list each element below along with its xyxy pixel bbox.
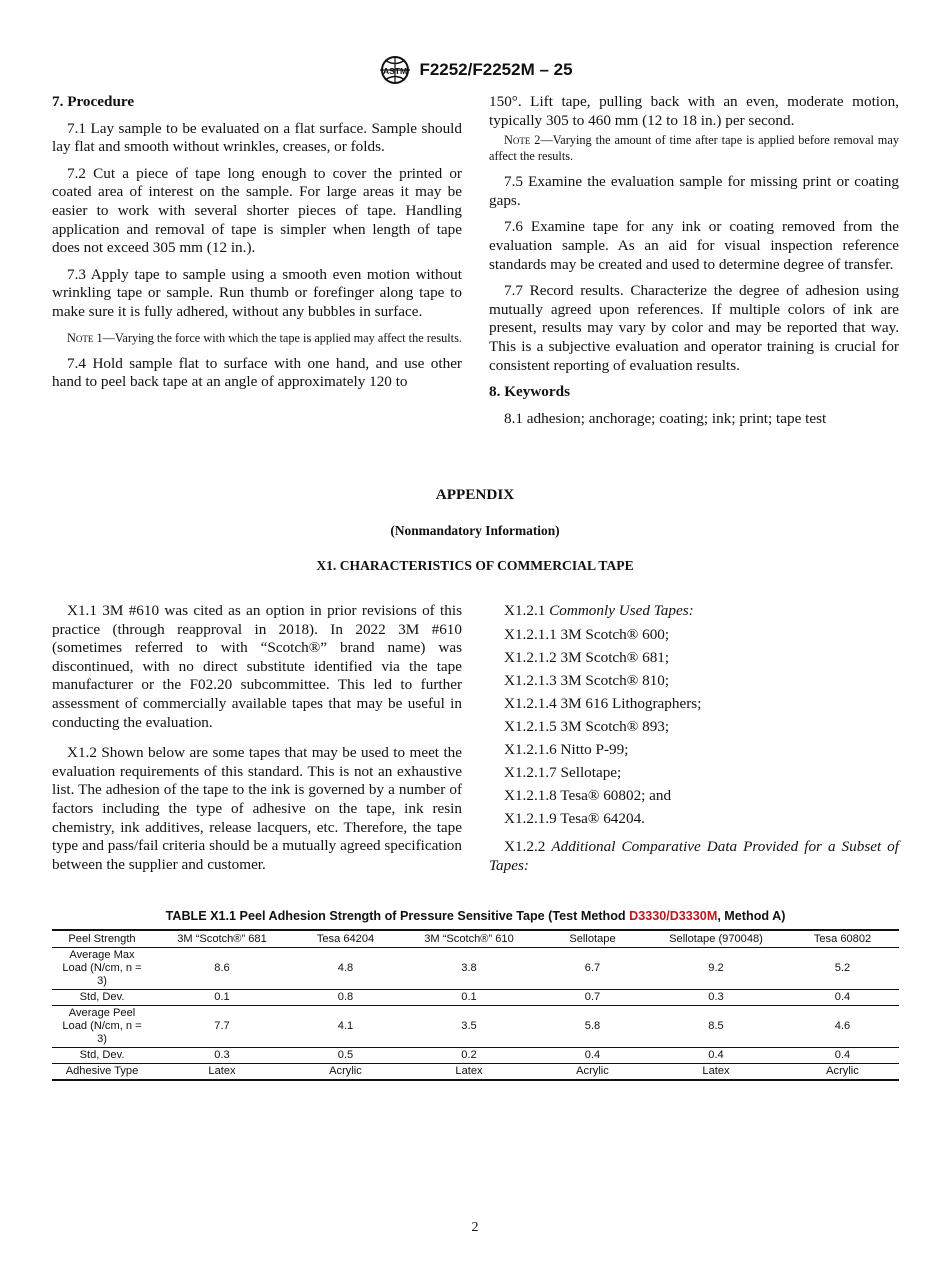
table-row (52, 990, 899, 1006)
table-cell: 8.6 (152, 948, 292, 990)
table-cell: 3.8 (399, 948, 539, 990)
table-cell: 0.3 (152, 1048, 292, 1064)
row-label: Adhesive Type (52, 1064, 152, 1081)
x1-left-column (52, 602, 462, 882)
note-2-label: Note 2 (504, 133, 541, 148)
list-item: X1.2.1.1 3M Scotch® 600; (504, 625, 670, 643)
x1-right-column (489, 602, 899, 883)
peel-adhesion-table (52, 929, 899, 1081)
note-2-text: —Varying the amount of time after tape is applied before removal may affect the results. (489, 133, 899, 164)
table-cell: 0.4 (786, 990, 899, 1006)
table-cell: 4.1 (292, 1006, 399, 1048)
table-cell: 5.8 (539, 1006, 646, 1048)
left-column (52, 93, 462, 400)
paragraph-7-3: 7.3 Apply tape to sample using a smooth even motion without wrinkling tape or sample. Run thumb or forefinger along tape to make sure it is fully adhered, without any bubbles in surface. (52, 265, 462, 320)
paragraph-x1-2: X1.2 Shown below are some tapes that may be used to meet the evaluation requirements of this standard. This is not an exhaustive list. The adhesion of the tape to the ink is governed by a number of factors including the type of adhesive on the tape, ink resin chemistry, ink additives, release lacquers, etc. Therefore, the tape type and pass/fail criteria should be a mutually agreed specification between the supplier and customer. (52, 744, 462, 873)
table-cell: Latex (646, 1064, 786, 1081)
table-cell: 4.8 (292, 948, 399, 990)
table-cell: 0.4 (786, 1048, 899, 1064)
list-item: X1.2.1.6 Nitto P-99; (504, 741, 629, 759)
paragraph-x1-1: X1.1 3M #610 was cited as an option in prior revisions of this practice (through reapproval in 2018). In 2022 3M #610 (sometimes referred to with “Scotch®” brand name) was discontinued, with no direct substitute identified via the tape manufacturer or the F02.20 subcommittee. This led to further assessment of commercially available tapes that may be useful in conducting the evaluation. (52, 602, 462, 731)
table-row (52, 1006, 899, 1048)
appendix-subtitle: (Nonmandatory Information) (390, 523, 560, 538)
section-8-heading: 8. Keywords (489, 383, 570, 401)
table-cell: 0.4 (646, 1048, 786, 1064)
x1-2-1-number: X1.2.1 (504, 602, 546, 619)
column-header: Sellotape (970048) (646, 930, 786, 948)
astm-logo-icon (377, 55, 413, 85)
table-cell: 0.2 (399, 1048, 539, 1064)
section-7-heading: 7. Procedure (52, 93, 135, 110)
astm-logo-text: ASTM (383, 66, 408, 76)
note-1 (52, 330, 462, 346)
paragraph-7-7: 7.7 Record results. Characterize the degree of adhesion using mutually agreed upon references. If multiple colors of ink are present, results may vary by color and may be reported that way. This is a subjective evaluation and operator training is crucial for consistent reporting of evaluation results. (489, 282, 899, 374)
table-cell: 0.8 (292, 990, 399, 1006)
paragraph-7-2: 7.2 Cut a piece of tape long enough to cover the printed or coated area of interest on the sample. For large areas it may be easier to work with several shorter pieces of tape. Handling application and removal of tape is simpler when length of tape does not exceed 305 mm (12 in.). (52, 164, 462, 257)
table-cell: 5.2 (786, 948, 899, 990)
table-caption-prefix: TABLE X1.1 Peel Adhesion Strength of Pressure Sensitive Tape (Test Method (165, 909, 630, 923)
table-cell: 4.6 (786, 1006, 899, 1048)
table-caption (52, 909, 899, 923)
page-header (0, 55, 950, 85)
paragraph-7-4: 7.4 Hold sample flat to surface with one hand, and use other hand to peel back tape at an angle of approximately 120 to (52, 354, 462, 391)
table-cell: 8.5 (646, 1006, 786, 1048)
paragraph-7-4-continued: 150°. Lift tape, pulling back with an even, moderate motion, typically 305 to 460 mm (12 to 18 in.) per second. (489, 93, 899, 129)
list-item: X1.2.1.9 Tesa® 64204. (504, 810, 645, 828)
test-method-link[interactable]: D3330/D3330M (629, 909, 718, 923)
note-1-text: —Varying the force with which the tape is applied may affect the results. (102, 330, 462, 345)
appendix-title: APPENDIX (435, 486, 515, 503)
list-item: X1.2.1.4 3M 616 Lithographers; (504, 694, 702, 712)
list-item: X1.2.1.7 Sellotape; (504, 764, 622, 782)
x1-2-2-title: Additional Comparative Data Provided for a Subset of Tapes: (489, 837, 899, 874)
x1-2-2-number: X1.2.2 (504, 837, 546, 855)
list-item: X1.2.1.3 3M Scotch® 810; (504, 671, 670, 689)
right-column (489, 93, 899, 436)
x1-2-1-heading (504, 602, 899, 621)
column-header: Tesa 64204 (292, 930, 399, 948)
table-cell: Latex (399, 1064, 539, 1081)
row-label: Std, Dev. (52, 990, 152, 1006)
table-row (52, 1064, 899, 1081)
table-cell: 0.7 (539, 990, 646, 1006)
table-cell: 0.4 (539, 1048, 646, 1064)
list-item: X1.2.1.2 3M Scotch® 681; (504, 648, 670, 666)
table-cell: 7.7 (152, 1006, 292, 1048)
note-2 (489, 132, 899, 164)
table-cell: 9.2 (646, 948, 786, 990)
row-label: Average Max Load (N/cm, n = 3) (52, 948, 152, 990)
table-row (52, 948, 899, 990)
table-cell: Acrylic (292, 1064, 399, 1081)
paragraph-7-1: 7.1 Lay sample to be evaluated on a flat surface. Sample should lay flat and smooth without wrinkles, creases, or folds. (52, 119, 462, 156)
table-header-row (52, 930, 899, 948)
page-number: 2 (471, 1220, 479, 1235)
table-row (52, 1048, 899, 1064)
x1-2-1-title: Commonly Used Tapes: (549, 602, 694, 619)
list-item: X1.2.1.8 Tesa® 60802; and (504, 787, 672, 805)
table-cell: Acrylic (539, 1064, 646, 1081)
column-header: 3M “Scotch®” 610 (399, 930, 539, 948)
x1-2-2-paragraph (489, 838, 899, 875)
list-item: X1.2.1.5 3M Scotch® 893; (504, 717, 670, 735)
paragraph-7-6: 7.6 Examine tape for any ink or coating removed from the evaluation sample. As an aid for visual inspection reference standards may be created and used to determine degree of transfer. (489, 218, 899, 273)
note-1-label: Note 1 (67, 330, 103, 345)
column-header: Peel Strength (52, 930, 152, 948)
table-cell: 0.3 (646, 990, 786, 1006)
document-designation: F2252/F2252M – 25 (419, 60, 573, 79)
table-caption-suffix: , Method A) (717, 909, 786, 923)
column-header: Tesa 60802 (786, 930, 899, 948)
row-label: Average Peel Load (N/cm, n = 3) (52, 1006, 152, 1048)
table-cell: 3.5 (399, 1006, 539, 1048)
column-header: Sellotape (539, 930, 646, 948)
paragraph-7-5: 7.5 Examine the evaluation sample for missing print or coating gaps. (489, 173, 899, 209)
column-header: 3M “Scotch®” 681 (152, 930, 292, 948)
table-cell: 0.1 (399, 990, 539, 1006)
table-cell: 6.7 (539, 948, 646, 990)
x1-title: X1. CHARACTERISTICS OF COMMERCIAL TAPE (316, 558, 634, 573)
row-label: Std, Dev. (52, 1048, 152, 1064)
table-cell: 0.1 (152, 990, 292, 1006)
table-cell: 0.5 (292, 1048, 399, 1064)
table-cell: Acrylic (786, 1064, 899, 1081)
table-cell: Latex (152, 1064, 292, 1081)
paragraph-8-1: 8.1 adhesion; anchorage; coating; ink; print; tape test (504, 409, 827, 427)
